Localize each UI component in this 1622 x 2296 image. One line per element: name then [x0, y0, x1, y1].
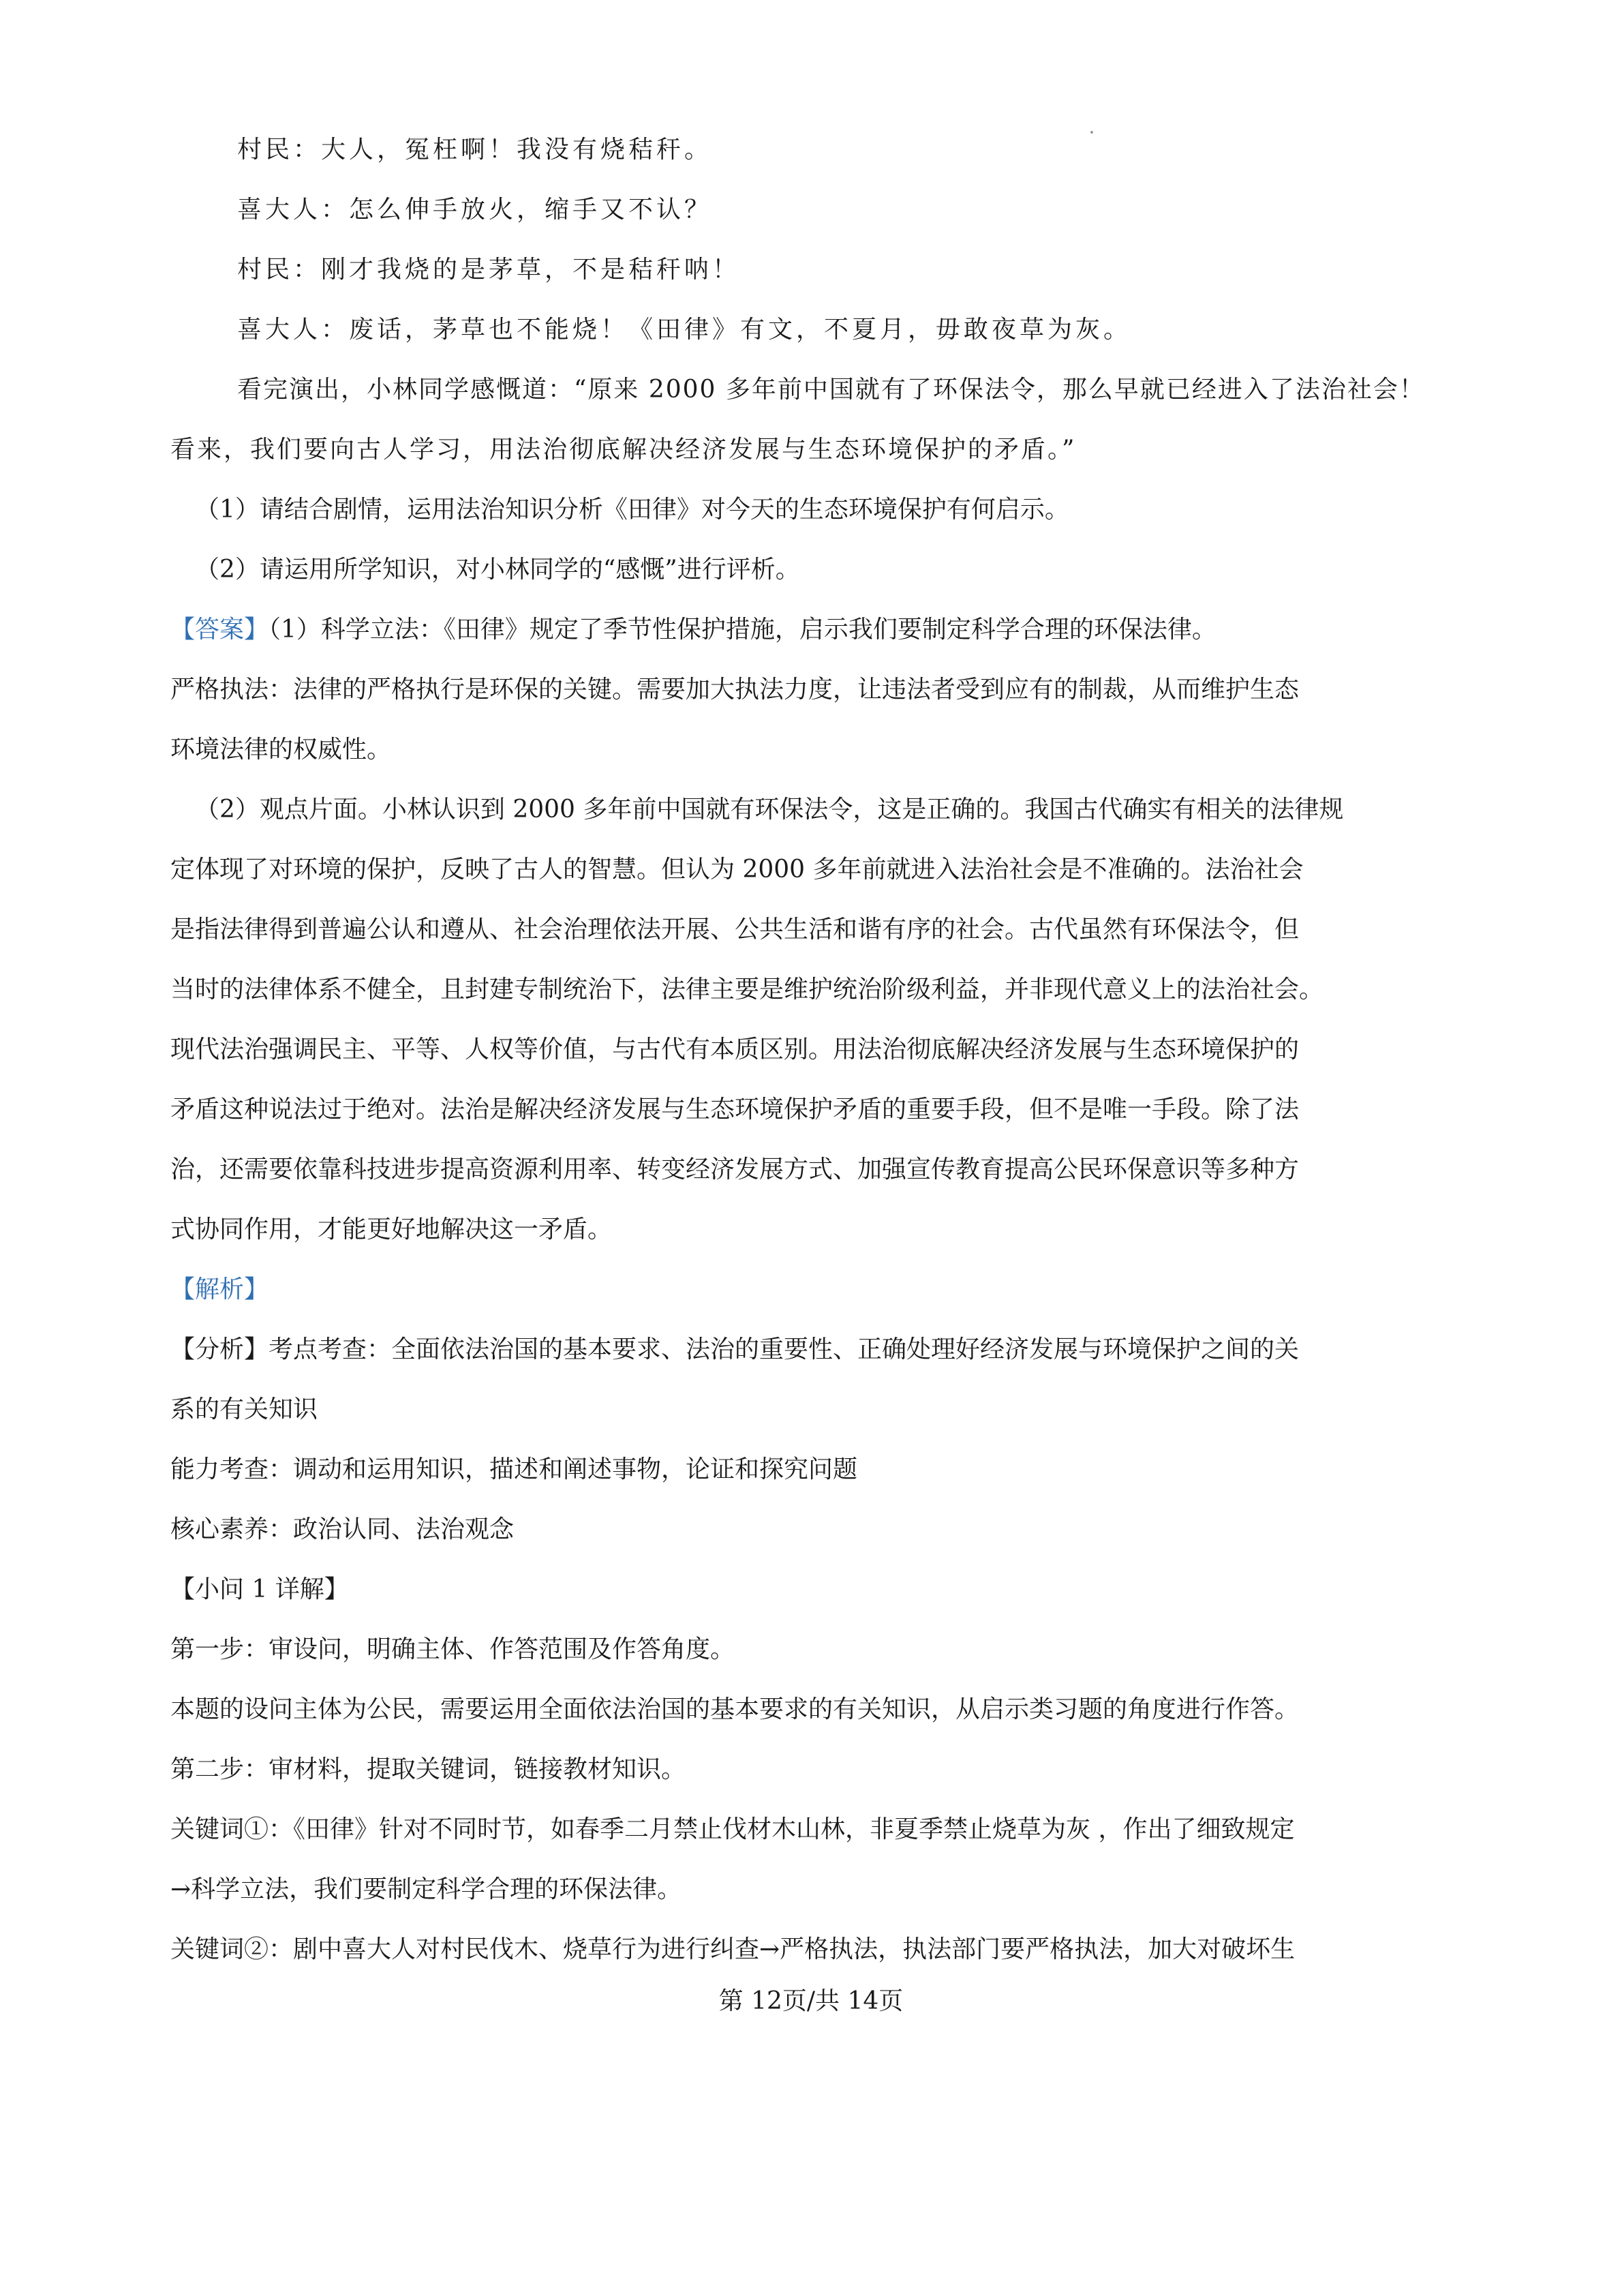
analysis-line: 第一步：审设问，明确主体、作答范围及作答角度。: [170, 1635, 735, 1663]
dialogue-text: 刚才我烧的是茅草，不是秸秆呐！: [321, 256, 741, 284]
question-2: （2）请运用所学知识，对小林同学的“感慨”进行评析。: [195, 556, 800, 584]
answer-line: （2）观点片面。小林认识到 2000 多年前中国就有环保法令，这是正确的。我国古代确实有相关的法律规: [195, 796, 1344, 824]
analysis-line: 【分析】考点考查：全面依法治国的基本要求、法治的重要性、正确处理好经济发展与环境保护之间的关: [170, 1335, 1300, 1363]
dialogue-line: [237, 194, 1532, 226]
speaker: 村民：: [237, 136, 322, 164]
answer-line: 现代法治强调民主、平等、人权等价值，与古代有本质区别。用法治彻底解决经济发展与生态环境保护的: [170, 1036, 1300, 1063]
analysis-line: 关键词①：《田律》针对不同时节，如春季二月禁止伐材木山林，非夏季禁止烧草为灰 ，作出了细致规定: [170, 1815, 1295, 1843]
answer-line: 式协同作用，才能更好地解决这一矛盾。: [170, 1215, 613, 1243]
answer-line: 环境法律的权威性。: [170, 736, 392, 764]
analysis-subheading: 【小问 1 详解】: [170, 1575, 349, 1603]
analysis-line: 系的有关知识: [170, 1395, 318, 1423]
dialogue-text: 怎么伸手放火，缩手又不认？: [349, 196, 713, 224]
answer-line: 定体现了对环境的保护，反映了古人的智慧。但认为 2000 多年前就进入法治社会是不准确的。法治社会: [170, 856, 1304, 883]
dialogue-line: [237, 134, 1532, 166]
analysis-line: 本题的设问主体为公民，需要运用全面依法治国的基本要求的有关知识，从启示类习题的角度进行作答。: [170, 1695, 1300, 1723]
answer-first-line: [170, 614, 1465, 646]
analysis-line: 第二步：审材料，提取关键词，链接教材知识。: [170, 1755, 686, 1783]
analysis-line: 核心素养：政治认同、法治观念: [170, 1515, 515, 1543]
dialogue-text: 废话，茅草也不能烧！《田律》有文，不夏月，毋敢夜草为灰。: [349, 316, 1132, 344]
speaker: 喜大人：: [237, 196, 350, 224]
narration-line: 看完演出，小林同学感慨道：“原来 2000 多年前中国就有了环保法令，那么早就已经进入了法治社会！: [237, 376, 1425, 404]
answer-line: 治，还需要依靠科技进步提高资源利用率、转变经济发展方式、加强宣传教育提高公民环保意识等多种方: [170, 1155, 1300, 1183]
dialogue-text: 大人，冤枉啊！我没有烧秸秆。: [321, 136, 713, 164]
analysis-line: 能力考查：调动和运用知识，描述和阐述事物，论证和探究问题: [170, 1455, 858, 1483]
answer-line: 当时的法律体系不健全，且封建专制统治下，法律主要是维护统治阶级利益，并非现代意义上的法治社会。: [170, 976, 1324, 1003]
speaker: 喜大人：: [237, 316, 350, 344]
analysis-line: →科学立法，我们要制定科学合理的环保法律。: [170, 1875, 682, 1903]
analysis-tag: 【解析】: [170, 1275, 269, 1303]
narration-line: 看来，我们要向古人学习，用法治彻底解决经济发展与生态环境保护的矛盾。”: [170, 436, 1077, 464]
answer-line: 严格执法：法律的严格执行是环保的关键。需要加大执法力度，让违法者受到应有的制裁，从而维护生态: [170, 676, 1300, 704]
answer-tag: 【答案】: [170, 616, 269, 644]
answer-line: 矛盾这种说法过于绝对。法治是解决经济发展与生态环境保护矛盾的重要手段，但不是唯一手段。除了法: [170, 1096, 1300, 1123]
dialogue-line: [237, 314, 1532, 346]
analysis-line: 关键词②：剧中喜大人对村民伐木、烧草行为进行纠查→严格执法，执法部门要严格执法，加大对破坏生: [170, 1935, 1296, 1963]
speaker: 村民：: [237, 256, 322, 284]
answer-text: （1）科学立法：《田律》规定了季节性保护措施，启示我们要制定科学合理的环保法律。: [269, 616, 1216, 644]
question-1: （1）请结合剧情，运用法治知识分析《田律》对今天的生态环境保护有何启示。: [195, 496, 1069, 524]
page-number: 第 12页/共 14页: [718, 1987, 904, 2015]
dialogue-line: [237, 254, 1532, 286]
answer-line: 是指法律得到普遍公认和遵从、社会治理依法开展、公共生活和谐有序的社会。古代虽然有环保法令，但: [170, 916, 1300, 943]
